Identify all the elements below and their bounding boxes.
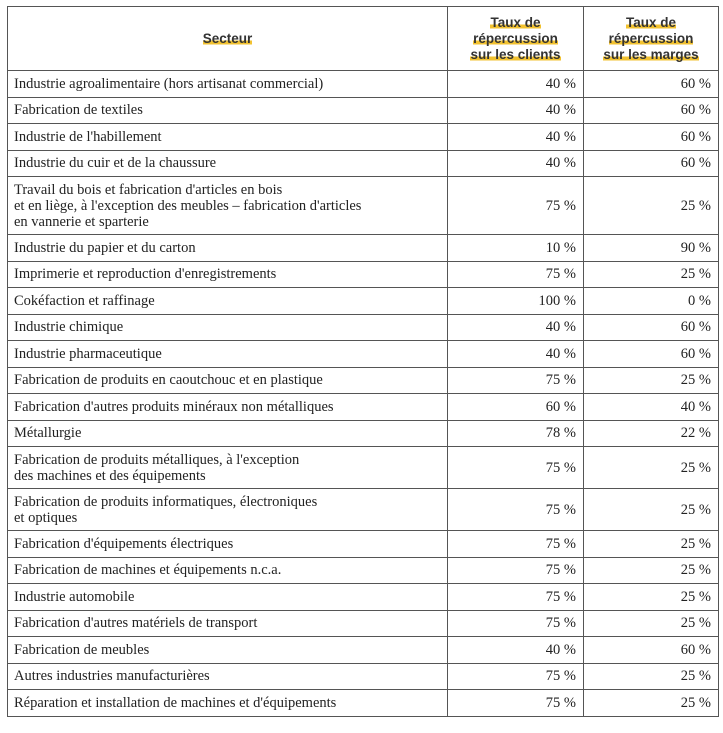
sector-cell	[8, 394, 448, 421]
sector-line: Industrie de l'habillement	[14, 128, 162, 145]
sector-line: Industrie chimique	[14, 319, 124, 336]
header-row	[8, 7, 719, 71]
table-row	[8, 71, 719, 98]
clients-rate-cell: 75 %	[448, 557, 584, 584]
sector-cell	[8, 690, 448, 717]
table-row	[8, 367, 719, 394]
sector-line: Fabrication de produits métalliques, à l'exception	[14, 451, 300, 468]
table-row	[8, 341, 719, 368]
clients-rate-cell: 40 %	[448, 124, 584, 151]
sector-line: Fabrication d'équipements électriques	[14, 535, 234, 552]
table-body	[8, 71, 719, 717]
table-row	[8, 150, 719, 177]
sector-cell	[8, 531, 448, 558]
header-sector: Secteur	[8, 7, 448, 71]
sector-cell	[8, 97, 448, 124]
margins-rate-cell: 25 %	[584, 367, 719, 394]
clients-rate-cell: 40 %	[448, 637, 584, 664]
table-row	[8, 261, 719, 288]
repercussion-table	[7, 6, 719, 717]
sector-line: en vannerie et sparterie	[14, 213, 149, 230]
clients-rate-cell: 60 %	[448, 394, 584, 421]
table-row	[8, 420, 719, 447]
sector-cell	[8, 124, 448, 151]
margins-rate-cell: 25 %	[584, 584, 719, 611]
sector-cell	[8, 584, 448, 611]
clients-rate-cell: 78 %	[448, 420, 584, 447]
margins-rate-cell: 25 %	[584, 690, 719, 717]
sector-line: Industrie agroalimentaire (hors artisanat commercial)	[14, 75, 324, 92]
clients-rate-cell: 100 %	[448, 288, 584, 315]
margins-rate-cell: 60 %	[584, 314, 719, 341]
sector-cell	[8, 367, 448, 394]
margins-rate-cell: 60 %	[584, 97, 719, 124]
table-row	[8, 97, 719, 124]
clients-rate-cell: 75 %	[448, 367, 584, 394]
sector-line: Industrie du papier et du carton	[14, 239, 196, 256]
sector-cell	[8, 235, 448, 262]
margins-rate-cell: 25 %	[584, 261, 719, 288]
table-row	[8, 124, 719, 151]
sector-cell	[8, 663, 448, 690]
clients-rate-cell: 40 %	[448, 150, 584, 177]
margins-rate-cell: 60 %	[584, 341, 719, 368]
sector-cell	[8, 177, 448, 235]
sector-cell	[8, 150, 448, 177]
sector-line: Fabrication de machines et équipements n.c.a.	[14, 562, 282, 579]
table-row	[8, 394, 719, 421]
clients-rate-cell: 75 %	[448, 489, 584, 531]
sector-line: Fabrication d'autres produits minéraux non métalliques	[14, 398, 334, 415]
sector-line: Travail du bois et fabrication d'articles en bois	[14, 181, 283, 198]
sector-cell	[8, 314, 448, 341]
sector-line: et en liège, à l'exception des meubles – fabrication d'articles	[14, 197, 362, 214]
clients-rate-cell: 75 %	[448, 690, 584, 717]
margins-rate-cell: 25 %	[584, 557, 719, 584]
table-row	[8, 663, 719, 690]
sector-cell	[8, 341, 448, 368]
sector-line: Cokéfaction et raffinage	[14, 292, 155, 309]
sector-line: des machines et des équipements	[14, 467, 206, 484]
table-row	[8, 690, 719, 717]
sector-cell	[8, 288, 448, 315]
sector-line: Fabrication de produits en caoutchouc et en plastique	[14, 372, 323, 389]
clients-rate-cell: 75 %	[448, 531, 584, 558]
margins-rate-cell: 25 %	[584, 447, 719, 489]
margins-rate-cell: 0 %	[584, 288, 719, 315]
sector-line: Réparation et installation de machines et d'équipements	[14, 694, 337, 711]
sector-cell	[8, 557, 448, 584]
header-clients: Taux de répercussion sur les clients	[448, 7, 584, 71]
margins-rate-cell: 60 %	[584, 124, 719, 151]
margins-rate-cell: 25 %	[584, 531, 719, 558]
sector-line: Industrie du cuir et de la chaussure	[14, 155, 217, 172]
margins-rate-cell: 40 %	[584, 394, 719, 421]
clients-rate-cell: 75 %	[448, 177, 584, 235]
margins-rate-cell: 25 %	[584, 177, 719, 235]
sector-line: Industrie pharmaceutique	[14, 345, 162, 362]
sector-cell	[8, 447, 448, 489]
sector-cell	[8, 610, 448, 637]
sector-cell	[8, 261, 448, 288]
clients-rate-cell: 40 %	[448, 341, 584, 368]
sector-line: Fabrication de textiles	[14, 102, 143, 119]
sector-cell	[8, 637, 448, 664]
sector-cell	[8, 489, 448, 531]
table-row	[8, 584, 719, 611]
margins-rate-cell: 22 %	[584, 420, 719, 447]
table-row	[8, 177, 719, 235]
table-row	[8, 557, 719, 584]
margins-rate-cell: 60 %	[584, 637, 719, 664]
table-row	[8, 235, 719, 262]
clients-rate-cell: 75 %	[448, 584, 584, 611]
table-row	[8, 314, 719, 341]
table-row	[8, 489, 719, 531]
margins-rate-cell: 25 %	[584, 489, 719, 531]
sector-line: Autres industries manufacturières	[14, 668, 210, 685]
table-row	[8, 610, 719, 637]
table-row	[8, 531, 719, 558]
header-margins: Taux de répercussion sur les marges	[584, 7, 719, 71]
clients-rate-cell: 40 %	[448, 97, 584, 124]
sector-cell	[8, 71, 448, 98]
sector-line: Fabrication de meubles	[14, 641, 150, 658]
table-row	[8, 637, 719, 664]
sector-line: Imprimerie et reproduction d'enregistrements	[14, 266, 277, 283]
sector-line: et optiques	[14, 509, 78, 526]
clients-rate-cell: 75 %	[448, 447, 584, 489]
sector-cell	[8, 420, 448, 447]
sector-line: Industrie automobile	[14, 588, 135, 605]
table-row	[8, 447, 719, 489]
margins-rate-cell: 25 %	[584, 663, 719, 690]
sector-line: Fabrication de produits informatiques, électroniques	[14, 493, 318, 510]
clients-rate-cell: 40 %	[448, 71, 584, 98]
clients-rate-cell: 40 %	[448, 314, 584, 341]
clients-rate-cell: 10 %	[448, 235, 584, 262]
table-row	[8, 288, 719, 315]
margins-rate-cell: 25 %	[584, 610, 719, 637]
clients-rate-cell: 75 %	[448, 610, 584, 637]
sector-line: Fabrication d'autres matériels de transport	[14, 615, 258, 632]
clients-rate-cell: 75 %	[448, 261, 584, 288]
margins-rate-cell: 90 %	[584, 235, 719, 262]
clients-rate-cell: 75 %	[448, 663, 584, 690]
sector-line: Métallurgie	[14, 425, 82, 442]
margins-rate-cell: 60 %	[584, 150, 719, 177]
margins-rate-cell: 60 %	[584, 71, 719, 98]
